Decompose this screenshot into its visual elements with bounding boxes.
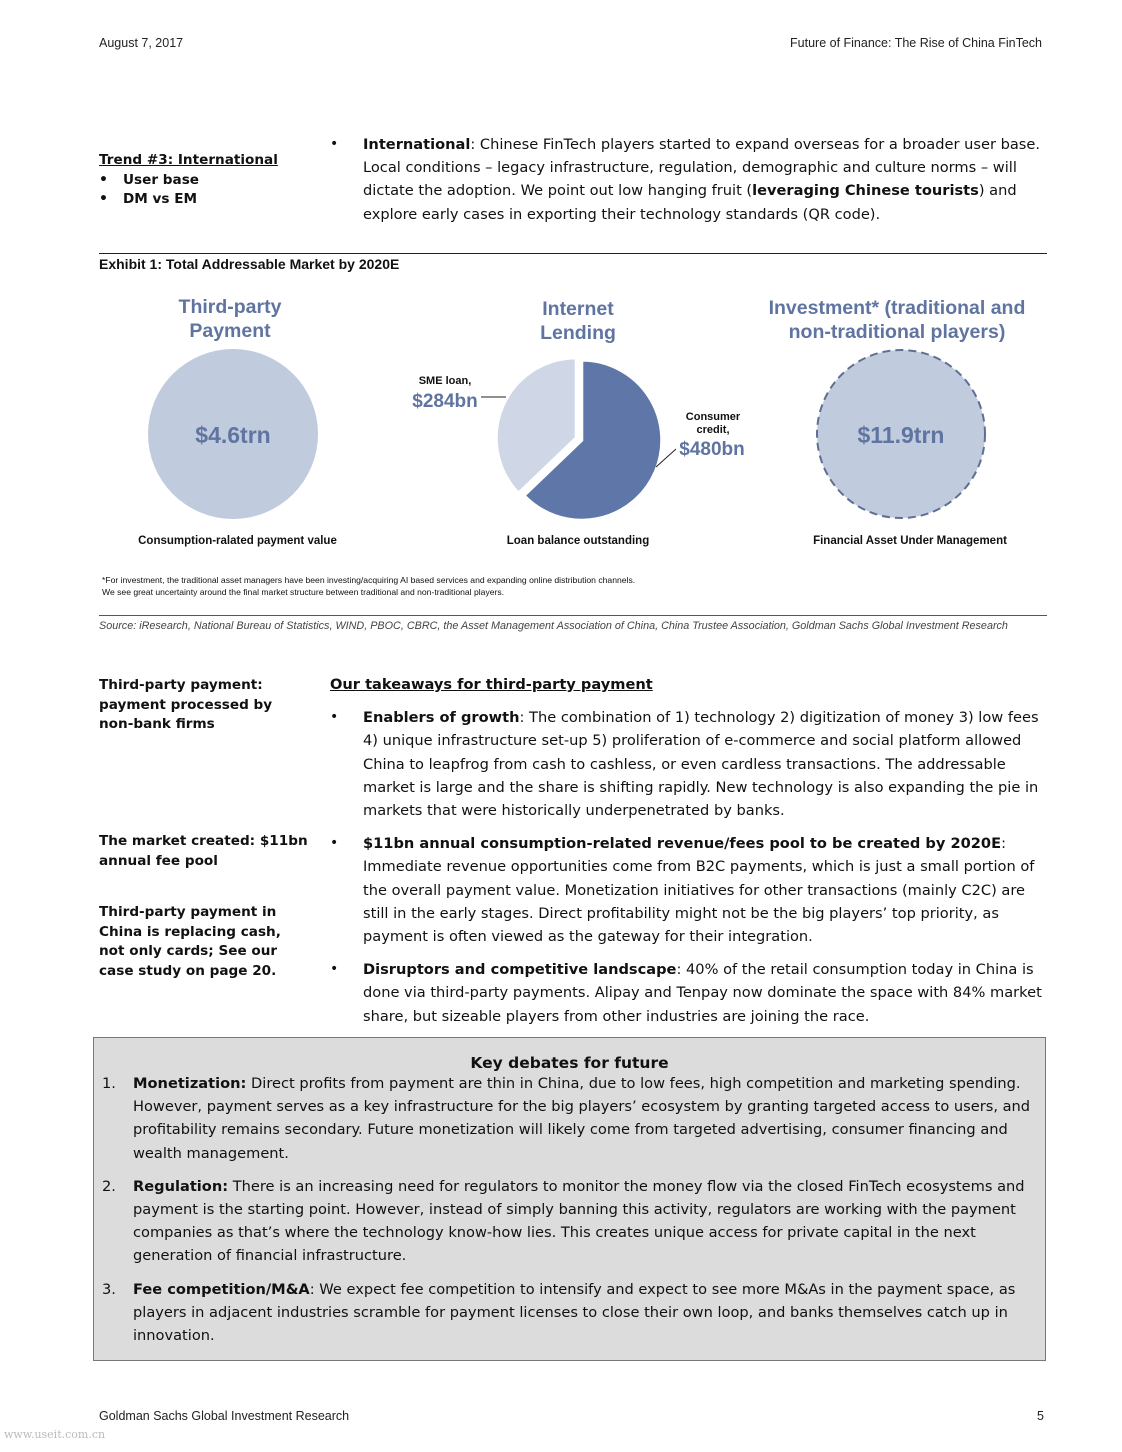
header-report-title: Future of Finance: The Rise of China FinTech [790,36,1042,50]
key-debates-box [93,1037,1046,1361]
chart-title-investment: Investment* (traditional and non-traditional players) [768,297,1026,343]
chart-payment [140,345,330,535]
exhibit-title: Exhibit 1: Total Addressable Market by 2020E [99,256,400,272]
bullet-icon: • [330,835,339,852]
trend-bullet: • International: Chinese FinTech players started to expand overseas for a broader user base. Local conditions – legacy infrastructure, regulation, demographic and culture norms – will dictate the adoption. We point out low hanging fruit (leveraging Chinese tourists) and explore early cases in exporting their technology standards (QR code). [330,133,1042,226]
chart-title-payment: Third-party Payment [178,296,282,342]
bullet-icon: • [330,709,339,726]
takeaway-bullet: • Disruptors and competitive landscape: 40% of the retail consumption today in China is done via third-party payments. Alipay and Tenpay now dominate the space with 84% market share, but sizeable players from other industries are joining the race. [330,958,1045,1028]
sidebar-note-case-study: Third-party payment in China is replacing cash, not only cards; See our case study on page 20. [99,904,281,979]
chart-investment [805,345,1000,525]
trend-item: • DM vs EM [99,191,198,207]
exhibit-source: Source: iResearch, National Bureau of Statistics, WIND, PBOC, CBRC, the Asset Management Association of China, China Trustee Association, Goldman Sachs Global Investment Research [99,620,1008,632]
value-label-investment: $11.9trn [857,422,945,448]
caption-investment: Financial Asset Under Management [813,535,1007,547]
pie-lending [496,358,662,520]
debate-item: 2. Regulation: There is an increasing need for regulators to monitor the money flow via the closed FinTech ecosystems and payment is the starting point. However, instead of simply banning this activity, regulators are working with the payment companies as that’s where the technology know-how lies. This creates unique access for private capital in the next generation of financial infrastructure. [102,1177,1025,1265]
slice-name-consumer-2: credit, [696,424,730,436]
trend-title: Trend #3: International [99,152,278,168]
chart-lending [400,345,760,525]
sidebar-note-definition: Third-party payment: payment processed by non-bank firms [99,677,273,732]
bullet-icon: • [330,961,339,978]
slice-value-consumer: $480bn [679,439,745,460]
slice-name-sme: SME loan, [418,375,472,387]
debate-item: 1. Monetization: Direct profits from payment are thin in China, due to low fees, high competition and marketing spending. However, payment serves as a key infrastructure for the big players’ ecosystem by granting targeted access to users, and profitability remains secondary. Future monetization will likely come from targeted advertising, consumer financing and wealth management. [102,1075,1031,1162]
key-debates-title: Key debates for future [470,1054,669,1072]
trend-item: • User base [99,171,200,188]
slice-value-sme: $284bn [412,391,478,412]
takeaway-bullet: • $11bn annual consumption-related revenue/fees pool to be created by 2020E: Immediate revenue opportunities come from B2C payments, which is just a small portion of the overall payment value. Monetization initiatives for other transactions (mainly C2C) are still in the early stages. Direct profitability might not be the big players’ top priority, as payment is often viewed as the gateway for their integration. [330,832,1045,948]
value-label-payment: $4.6trn [195,422,271,448]
header-date: August 7, 2017 [99,36,184,50]
exhibit-footnote: *For investment, the traditional asset managers have been investing/acquiring AI based services and expanding online distribution channels. We see great uncertainty around the final market structure between traditional and non-traditional players. [102,575,636,597]
exhibit-bottom-rule [99,615,1047,616]
takeaways-heading: Our takeaways for third-party payment [330,676,653,693]
sidebar-note-fee-pool: The market created: $11bn annual fee pool [99,833,308,869]
footer-publisher: Goldman Sachs Global Investment Research [99,1409,350,1423]
takeaways-section [330,673,1045,1028]
takeaway-bullet: • Enablers of growth: The combination of 1) technology 2) digitization of money 3) low fees 4) unique infrastructure set-up 5) proliferation of e-commerce and social platform allowed China to leapfrog from cash to cashless, or even cardless transactions. The addressable market is large and the share is shifting rapidly. New technology is also expanding the pie in markets that were historically underpenetrated by banks. [330,706,1045,822]
slice-name-consumer: Consumer [685,411,741,423]
caption-payment: Consumption-ralated payment value [138,535,337,547]
chart-title-lending: Internet Lending [540,298,616,344]
exhibit-top-rule [99,253,1047,254]
bullet-icon: • [330,136,339,152]
trend-sidebar [99,151,319,210]
debate-item: 3. Fee competition/M&A: We expect fee competition to intensify and expect to see more M&As in the payment space, as players in adjacent industries scramble for payment licenses to close their own loop, and banks themselves catch up in innovation. [102,1280,1016,1345]
watermark: www.useit.com.cn [4,1428,106,1441]
footer-page-number: 5 [1037,1409,1044,1423]
caption-lending: Loan balance outstanding [506,535,650,547]
